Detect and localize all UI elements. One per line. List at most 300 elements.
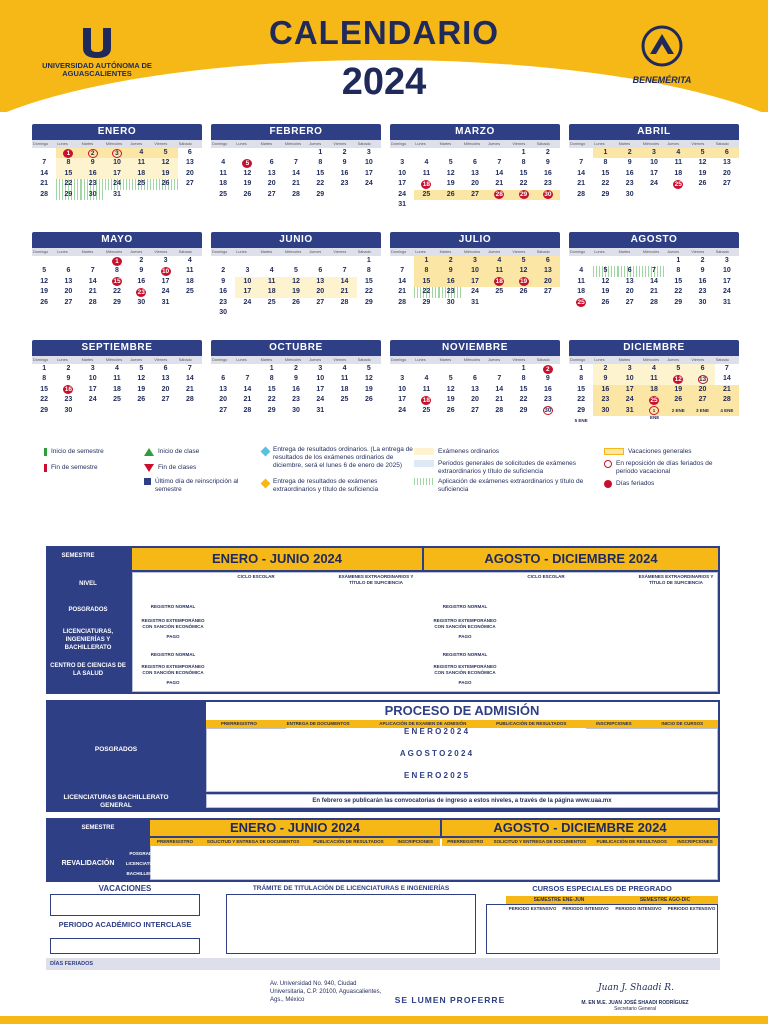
- day-cell: [129, 395, 153, 405]
- day-number: 22: [316, 180, 325, 188]
- day-cell: [178, 395, 202, 405]
- day-cell: [511, 364, 535, 374]
- day-cell: [642, 158, 666, 168]
- legend-text: Inicio de clase: [158, 448, 200, 455]
- day-cell: [390, 266, 414, 276]
- month-title: FEBRERO: [211, 124, 381, 140]
- day-number: 19: [446, 396, 455, 404]
- col-inicio: INICIO DE CURSOS: [661, 721, 704, 726]
- day-number: 11: [577, 277, 585, 285]
- day-cell: [690, 190, 714, 200]
- col-publicacion: PUBLICACIÓN DE RESULTADOS: [496, 721, 567, 726]
- day-cell: [463, 266, 487, 276]
- month-title: ENERO: [32, 124, 202, 140]
- weekday-label: Miércoles: [463, 142, 481, 146]
- day-cell: [390, 364, 414, 374]
- day-cell: [105, 385, 129, 395]
- day-cell: [32, 179, 56, 189]
- weekday-label: Sábado: [178, 358, 192, 362]
- day-number: 24: [471, 288, 479, 296]
- weekday-header: [569, 248, 739, 256]
- day-number: 2: [88, 149, 98, 158]
- day-cell: [129, 266, 153, 276]
- day-number: 5: [163, 149, 168, 156]
- day-number: 27: [219, 406, 228, 414]
- day-cell: [390, 374, 414, 384]
- day-number: 20: [698, 385, 707, 393]
- day-cell: [715, 158, 739, 168]
- day-cell: [308, 364, 332, 374]
- licenciaturas-label: LICENCIATURAS, INGENIERÍAS Y BACHILLERATO: [62, 629, 114, 651]
- day-number: 9: [700, 267, 705, 275]
- day-number: 12: [161, 159, 170, 167]
- extensivo-2: PERIODO EXTENSIVO: [667, 906, 716, 911]
- day-cell: [153, 277, 177, 287]
- weekday-label: Jueves: [667, 250, 680, 254]
- day-cell: [211, 406, 235, 416]
- day-number: 15: [364, 277, 373, 285]
- day-number: 14: [398, 277, 407, 285]
- day-cell: [332, 277, 356, 287]
- weekday-label: Lunes: [594, 142, 605, 146]
- legend-vacaciones: [604, 448, 734, 456]
- day-number: 17: [625, 385, 634, 393]
- day-number: 7: [400, 267, 405, 275]
- day-cell: [487, 200, 511, 210]
- day-cell: [235, 179, 259, 189]
- day-cell: [332, 148, 356, 158]
- legend-text: Días feriados: [616, 480, 655, 487]
- day-number: 30: [446, 298, 455, 306]
- day-cell: [414, 148, 438, 158]
- day-number: 26: [292, 298, 300, 306]
- day-number: 4: [269, 267, 274, 275]
- day-cell: [235, 169, 259, 179]
- day-cell: [332, 364, 356, 374]
- day-number: 10: [88, 375, 97, 383]
- day-cell: [153, 364, 177, 374]
- weekday-label: Martes: [81, 358, 94, 362]
- day-number: 10: [398, 385, 407, 393]
- day-cell: [56, 406, 80, 416]
- day-cell: [153, 287, 177, 297]
- day-number: 21: [495, 396, 504, 404]
- day-cell: [357, 374, 381, 384]
- day-number: 7: [497, 159, 502, 167]
- day-number: 5: [294, 267, 298, 275]
- day-cell: [463, 374, 487, 384]
- day-cell: [105, 364, 129, 374]
- day-number: 7: [342, 267, 347, 275]
- day-number: 9: [545, 375, 550, 383]
- day-grid: [32, 148, 202, 200]
- legend-ultimo-dia: [144, 478, 264, 494]
- pago-4: PAGO: [458, 680, 472, 685]
- day-number: 25: [267, 298, 276, 306]
- dias-feriados-bar: [46, 958, 720, 970]
- day-number: 12: [446, 169, 455, 177]
- day-cell: [414, 158, 438, 168]
- day-cell: [357, 287, 381, 297]
- day-cell: [593, 169, 617, 179]
- day-cell: [81, 266, 105, 276]
- day-cell: [569, 395, 593, 405]
- weekday-label: Miércoles: [463, 358, 481, 362]
- day-cell: [284, 374, 308, 384]
- nivel-label: NIVEL: [79, 581, 97, 587]
- day-cell: [260, 364, 284, 374]
- month-mayo: [32, 232, 202, 314]
- day-cell: [715, 374, 739, 384]
- day-number: 5: [366, 365, 371, 372]
- day-number: 18: [137, 169, 146, 177]
- day-cell: [569, 364, 593, 374]
- weekday-label: Domingo: [391, 358, 407, 362]
- day-number: 8: [424, 267, 429, 275]
- month-julio: [390, 232, 560, 314]
- weekday-header: [211, 356, 381, 364]
- weekday-label: Martes: [439, 358, 452, 362]
- day-number: 3: [318, 365, 323, 372]
- day-number: 30: [88, 190, 97, 198]
- day-number: 13: [219, 385, 228, 393]
- weekday-label: Jueves: [488, 358, 501, 362]
- day-number: 25: [674, 180, 682, 188]
- day-number: 15: [40, 385, 49, 393]
- day-number: 16: [625, 169, 634, 177]
- day-number: 15: [113, 278, 121, 286]
- day-number: 29: [64, 190, 73, 198]
- day-number: 4: [424, 159, 429, 167]
- reval-licenciaturas: LICENCIATURAS: [125, 861, 163, 866]
- weekday-header: [211, 140, 381, 148]
- day-cell: [390, 179, 414, 189]
- day-cell: [690, 364, 714, 374]
- day-cell: [81, 158, 105, 168]
- green-striped-swatch-icon: [414, 478, 434, 485]
- day-cell: [81, 277, 105, 287]
- month-diciembre: [569, 340, 739, 422]
- day-cell: [260, 266, 284, 276]
- day-number: 13: [64, 277, 73, 285]
- day-cell: [235, 308, 259, 318]
- day-cell: [618, 266, 642, 276]
- day-number: 17: [88, 385, 97, 393]
- day-cell: [308, 266, 332, 276]
- day-grid: [569, 256, 739, 308]
- day-cell: [715, 148, 739, 158]
- day-number: 24: [113, 180, 121, 188]
- day-number: 27: [161, 396, 170, 404]
- day-number: 20: [722, 169, 731, 177]
- day-number: 10: [625, 375, 634, 383]
- extra-label-2: EXÁMENES EXTRAORDINARIOS Y TÍTULO DE SUFICIENCIA: [638, 574, 714, 585]
- weekday-label: Sábado: [178, 142, 192, 146]
- day-cell: [569, 374, 593, 384]
- weekday-header: [569, 140, 739, 148]
- day-cell: [593, 256, 617, 266]
- day-cell: [715, 179, 739, 189]
- day-cell: [536, 277, 560, 287]
- day-cell: [332, 158, 356, 168]
- month-septiembre: [32, 340, 202, 422]
- month-title: JULIO: [390, 232, 560, 248]
- day-cell: [129, 287, 153, 297]
- day-cell: [642, 190, 666, 200]
- day-cell: [593, 374, 617, 384]
- day-number: 14: [340, 277, 349, 285]
- day-cell: [308, 374, 332, 384]
- month-title: NOVIEMBRE: [390, 340, 560, 356]
- day-cell: [390, 277, 414, 287]
- day-cell: [56, 277, 80, 287]
- day-cell: [308, 287, 332, 297]
- day-number: 17: [650, 169, 658, 177]
- day-number: 17: [398, 396, 407, 404]
- day-cell: [666, 298, 690, 308]
- day-number: 1: [676, 257, 681, 264]
- ciclo-escolar-1: CICLO ESCOLAR: [237, 574, 275, 579]
- weekday-label: Miércoles: [105, 142, 123, 146]
- weekday-label: Viernes: [154, 250, 168, 254]
- day-number: 4: [579, 267, 584, 275]
- day-number: 14: [40, 169, 49, 177]
- day-cell: [593, 395, 617, 405]
- day-cell: [56, 190, 80, 200]
- signer-role: Secretario General: [614, 1006, 656, 1012]
- day-number: 5 ENE: [574, 417, 588, 423]
- day-number: 14: [292, 169, 300, 177]
- day-number: 30: [544, 191, 552, 199]
- day-cell: [32, 158, 56, 168]
- day-number: 24: [243, 298, 252, 306]
- day-cell: [153, 169, 177, 179]
- day-number: 22: [674, 288, 683, 296]
- weekday-label: Jueves: [309, 358, 322, 362]
- day-cell: [178, 374, 202, 384]
- day-cell: [439, 406, 463, 416]
- day-cell: [105, 148, 129, 158]
- day-number: 23: [219, 298, 228, 306]
- day-number: 2: [66, 365, 71, 372]
- day-number: 2: [294, 365, 298, 372]
- day-cell: [618, 179, 642, 189]
- day-number: 2: [342, 149, 347, 156]
- day-cell: [32, 169, 56, 179]
- weekday-header: [32, 140, 202, 148]
- day-number: 10: [722, 267, 731, 275]
- weekday-label: Viernes: [512, 250, 526, 254]
- day-cell: [129, 277, 153, 287]
- blue-square-icon: [144, 478, 151, 485]
- day-cell: [357, 256, 381, 266]
- cursos-title: CURSOS ESPECIALES DE PREGRADO: [486, 884, 718, 894]
- day-cell: [32, 287, 56, 297]
- day-number: 19: [161, 169, 170, 177]
- day-cell: [211, 179, 235, 189]
- day-number: 4 ENE: [720, 407, 734, 413]
- day-cell: [618, 277, 642, 287]
- pago-1: PAGO: [166, 634, 180, 639]
- day-cell: [618, 148, 642, 158]
- day-cell: [487, 179, 511, 189]
- day-cell: [618, 287, 642, 297]
- year-2024-enero: E N E R O 2 0 2 4: [286, 728, 586, 736]
- day-cell: [235, 287, 259, 297]
- weekday-label: Miércoles: [284, 142, 302, 146]
- legend-periodos-solicitudes: [414, 460, 604, 476]
- day-number: 16: [601, 385, 610, 393]
- day-number: 18: [113, 385, 121, 393]
- day-number: 19: [698, 169, 707, 177]
- day-number: 9: [90, 159, 95, 167]
- green-triangle-icon: [144, 448, 154, 456]
- day-cell: [642, 277, 666, 287]
- legend-text: Entrega de resultados ordinarios. (La entrega de resultados de los exámenes ordinarios de diciembre, será el lunes 6 de enero de 2025): [273, 446, 413, 469]
- day-cell: [390, 190, 414, 200]
- legend-aplicacion-extra: [414, 478, 604, 494]
- month-title: AGOSTO: [569, 232, 739, 248]
- day-cell: [260, 385, 284, 395]
- day-number: 31: [398, 200, 407, 208]
- day-number: 3: [724, 257, 729, 264]
- day-number: 17: [398, 180, 407, 188]
- col-prerregistro: PRERREGISTRO: [220, 721, 257, 726]
- day-cell: [357, 385, 381, 395]
- weekday-label: Domingo: [391, 142, 407, 146]
- day-number: 20: [543, 277, 552, 285]
- day-number: 15: [601, 169, 610, 177]
- day-cell: [642, 256, 666, 266]
- ene-jun-header: ENERO - JUNIO 2024: [132, 548, 422, 570]
- day-number: 6: [627, 267, 632, 275]
- red-triangle-icon: [144, 464, 154, 472]
- weekday-label: Lunes: [415, 142, 426, 146]
- day-cell: [357, 395, 381, 405]
- day-cell: [178, 266, 202, 276]
- legend-inicio-clase: [144, 448, 254, 456]
- day-cell: [593, 416, 617, 426]
- day-cell: [178, 169, 202, 179]
- day-number: 19: [292, 288, 300, 296]
- day-number: 3: [652, 149, 656, 156]
- day-grid: [32, 256, 202, 308]
- bottom-tables: [46, 884, 720, 956]
- day-cell: [439, 277, 463, 287]
- day-cell: [569, 277, 593, 287]
- weekday-label: Domingo: [570, 250, 586, 254]
- day-number: 26: [519, 288, 528, 296]
- day-cell: [536, 385, 560, 395]
- day-number: 17: [316, 385, 325, 393]
- day-number: 8: [366, 267, 371, 275]
- day-cell: [536, 179, 560, 189]
- weekday-label: Lunes: [57, 358, 68, 362]
- day-cell: [81, 179, 105, 189]
- day-cell: [487, 298, 511, 308]
- day-number: 22: [267, 396, 276, 404]
- day-number: 28: [292, 190, 300, 198]
- admission-title: PROCESO DE ADMISIÓN: [206, 702, 718, 720]
- revalidacion-label: REVALIDACIÓN: [61, 860, 115, 867]
- day-number: 11: [495, 267, 503, 275]
- day-number: 12: [137, 375, 146, 383]
- legend-text: Periodos generales de solicitudes de exámenes extraordinarios y título de suficiencia: [438, 460, 577, 475]
- day-cell: [81, 364, 105, 374]
- day-cell: [536, 200, 560, 210]
- day-number: 11: [422, 385, 431, 393]
- day-cell: [357, 190, 381, 200]
- day-cell: [211, 148, 235, 158]
- day-number: 1 ENE: [649, 408, 660, 421]
- day-number: 23: [292, 396, 300, 404]
- day-cell: [178, 190, 202, 200]
- day-cell: [593, 385, 617, 395]
- day-number: 11: [674, 159, 682, 167]
- day-number: 14: [495, 169, 504, 177]
- day-number: 9: [66, 375, 71, 383]
- day-cell: [715, 364, 739, 374]
- day-number: 30: [698, 298, 707, 306]
- day-cell: [439, 266, 463, 276]
- weekday-label: Miércoles: [284, 358, 302, 362]
- day-cell: [235, 374, 259, 384]
- day-cell: [178, 298, 202, 308]
- day-cell: [284, 148, 308, 158]
- day-number: 29: [519, 191, 528, 199]
- day-cell: [211, 385, 235, 395]
- day-cell: [666, 406, 690, 416]
- day-cell: [308, 190, 332, 200]
- day-number: 30: [544, 407, 552, 415]
- month-title: SEPTIEMBRE: [32, 340, 202, 356]
- weekday-label: Viernes: [691, 250, 705, 254]
- day-cell: [487, 406, 511, 416]
- day-cell: [593, 148, 617, 158]
- day-cell: [487, 266, 511, 276]
- day-number: 20: [161, 385, 170, 393]
- day-grid: [211, 256, 381, 318]
- university-name: UNIVERSIDAD AUTÓNOMA DE AGUASCALIENTES: [42, 61, 152, 78]
- day-number: 1: [521, 365, 526, 372]
- day-cell: [284, 385, 308, 395]
- day-cell: [390, 298, 414, 308]
- day-cell: [511, 385, 535, 395]
- day-number: 2: [543, 365, 553, 374]
- day-number: 12: [243, 169, 252, 177]
- day-cell: [439, 364, 463, 374]
- day-cell: [105, 158, 129, 168]
- day-number: 24: [88, 396, 97, 404]
- day-cell: [715, 256, 739, 266]
- weekday-label: Sábado: [536, 142, 550, 146]
- weekday-label: Sábado: [715, 250, 729, 254]
- day-number: 26: [698, 180, 707, 188]
- day-grid: [390, 256, 560, 308]
- day-number: 28: [185, 396, 194, 404]
- day-number: 30: [64, 406, 73, 414]
- day-number: 12: [519, 267, 528, 275]
- day-number: 21: [340, 288, 349, 296]
- weekday-label: Jueves: [488, 250, 501, 254]
- day-cell: [642, 169, 666, 179]
- day-number: 6: [473, 375, 477, 383]
- day-cell: [666, 395, 690, 405]
- day-cell: [284, 169, 308, 179]
- day-number: 7: [90, 267, 95, 275]
- ago-dic-header: AGOSTO - DICIEMBRE 2024: [424, 548, 718, 570]
- day-number: 7: [652, 267, 656, 275]
